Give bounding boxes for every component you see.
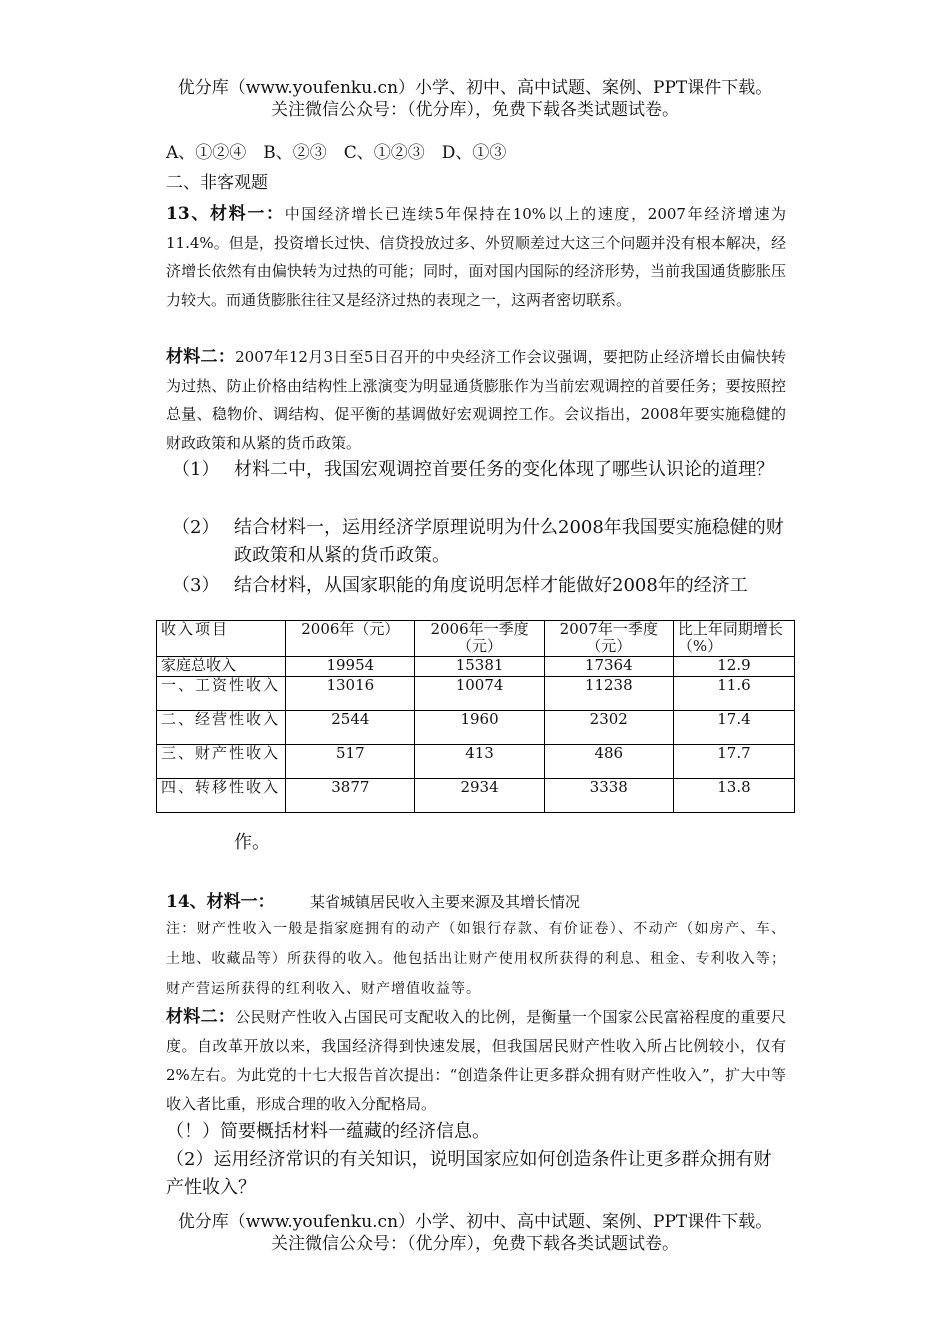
table-header-row bbox=[157, 621, 795, 657]
q14-material-2-label: 材料二： bbox=[166, 1007, 236, 1027]
answer-options: A、①②④ B、②③ C、①②③ D、①③ bbox=[166, 143, 507, 163]
table-cell: 10074 bbox=[415, 677, 544, 711]
table-header-cell: 2007年一季度（元） bbox=[544, 621, 673, 657]
q13-question-2 bbox=[168, 514, 788, 570]
table-cell: 19954 bbox=[286, 657, 415, 677]
table-row bbox=[157, 745, 795, 779]
q14-question-1: （！）简要概括材料一蕴藏的经济信息。 bbox=[166, 1121, 490, 1142]
table-cell: 1960 bbox=[415, 711, 544, 745]
table-cell: 四、转移性收入 bbox=[157, 779, 286, 813]
table-cell: 三、财产性收入 bbox=[157, 745, 286, 779]
table-row bbox=[157, 711, 795, 745]
table-cell: 11238 bbox=[544, 677, 673, 711]
q14-question-2: （2）运用经济常识的有关知识，说明国家应如何创造条件让更多群众拥有财产性收入？ bbox=[166, 1149, 772, 1198]
income-table bbox=[156, 620, 795, 813]
table-cell: 二、经营性收入 bbox=[157, 711, 286, 745]
q14-table-title: 某省城镇居民收入主要来源及其增长情况 bbox=[310, 893, 581, 911]
table-cell: 2934 bbox=[415, 779, 544, 813]
table-cell: 17.4 bbox=[673, 711, 794, 745]
table-row bbox=[157, 677, 795, 711]
footer-line-1: 优分库（www.youfenku.cn）小学、初中、高中试题、案例、PPT课件下载。 bbox=[177, 1212, 773, 1232]
table-cell: 17364 bbox=[544, 657, 673, 677]
q13-question-1-text: 材料二中，我国宏观调控首要任务的变化体现了哪些认识论的道理？ bbox=[234, 459, 774, 480]
q14-material-2-text: 公民财产性收入占国民可支配收入的比例，是衡量一个国家公民富裕程度的重要尺度。自改革开放以来，我国经济得到快速发展，但我国居民财产性收入所占比例较小，仅有2%左右。为此党的十七大报告首次提出：“创造条件让更多群众拥有财产性收入”，扩大中等收入者比重，形成合理的收入分配格局。 bbox=[166, 1008, 786, 1113]
table-cell: 一、工资性收入 bbox=[157, 677, 286, 711]
table-row bbox=[157, 779, 795, 813]
table-cell: 486 bbox=[544, 745, 673, 779]
q13-material-1-text: 中国经济增长已连续5年保持在10%以上的速度，2007年经济增速为11.4%。但是，投资增长过快、信贷投放过多、外贸顺差过大这三个问题并没有根本解决，经济增长依然有由偏快转为过热的可能；同时，面对国内国际的经济形势，当前我国通货膨胀压力较大。而通货膨胀往往又是经济过热的表现之一，这两者密切联系。 bbox=[166, 205, 786, 309]
q13-material-2-text: 2007年12月3日至5日召开的中央经济工作会议强调，要把防止经济增长由偏快转为过热、防止价格由结构性上涨演变为明显通货膨胀作为当前宏观调控的首要任务；要按照控总量、稳物价、调结构、促平衡的基调做好宏观调控工作。会议指出，2008年要实施稳健的财政政策和从紧的货币政策。 bbox=[166, 348, 786, 452]
header-line-2: 关注微信公众号：（优分库），免费下载各类试题试卷。 bbox=[271, 100, 679, 120]
table-header-cell: 2006年（元） bbox=[286, 621, 415, 657]
table-row bbox=[157, 657, 795, 677]
table-header-cell: 比上年同期增长（%） bbox=[673, 621, 794, 657]
table-cell: 517 bbox=[286, 745, 415, 779]
q13-material-2-label: 材料二： bbox=[166, 347, 236, 367]
table-cell: 3338 bbox=[544, 779, 673, 813]
q13-question-3 bbox=[168, 572, 788, 600]
table-cell: 17.7 bbox=[673, 745, 794, 779]
q13-material-2 bbox=[166, 343, 786, 457]
table-header-cell: 2006年一季度（元） bbox=[415, 621, 544, 657]
q14-note: 注：财产性收入一般是指家庭拥有的动产（如银行存款、有价证卷）、不动产（如房产、车、土地、收藏品等）所获得的收入。他包括出让财产使用权所获得的利息、租金、专利收入等；财产营运所获得的红利收入、财产增值收益等。 bbox=[166, 921, 786, 997]
q13-question-1-num: （1） bbox=[172, 459, 220, 480]
q13-question-3-tail: 作。 bbox=[234, 832, 270, 853]
table-cell: 2544 bbox=[286, 711, 415, 745]
table-cell: 15381 bbox=[415, 657, 544, 677]
table-cell: 3877 bbox=[286, 779, 415, 813]
table-cell: 413 bbox=[415, 745, 544, 779]
q13-question-2-num: （2） bbox=[172, 517, 220, 538]
table-cell: 12.9 bbox=[673, 657, 794, 677]
table-cell: 家庭总收入 bbox=[157, 657, 286, 677]
footer-line-2: 关注微信公众号：（优分库），免费下载各类试题试卷。 bbox=[271, 1234, 679, 1254]
table-cell: 2302 bbox=[544, 711, 673, 745]
q14-material-2 bbox=[166, 1003, 786, 1119]
section-title: 二、非客观题 bbox=[166, 173, 268, 193]
table-cell: 13016 bbox=[286, 677, 415, 711]
q13-material-1 bbox=[166, 200, 786, 314]
q13-question-1 bbox=[168, 456, 788, 512]
q13-question-3-num: （3） bbox=[172, 575, 220, 596]
table-header-cell: 收入项目 bbox=[157, 621, 286, 657]
q14-heading bbox=[166, 890, 275, 914]
table-cell: 11.6 bbox=[673, 677, 794, 711]
q13-question-2-text: 结合材料一，运用经济学原理说明为什么2008年我国要实施稳健的财政政策和从紧的货币政策。 bbox=[234, 517, 784, 566]
header-line-1: 优分库（www.youfenku.cn）小学、初中、高中试题、案例、PPT课件下载。 bbox=[177, 78, 773, 98]
q14-label: 14、材料一： bbox=[166, 892, 275, 912]
table-cell: 13.8 bbox=[673, 779, 794, 813]
q13-question-3-text: 结合材料，从国家职能的角度说明怎样才能做好2008年的经济工 bbox=[234, 575, 748, 596]
q13-label: 13、材料一： bbox=[166, 204, 285, 224]
